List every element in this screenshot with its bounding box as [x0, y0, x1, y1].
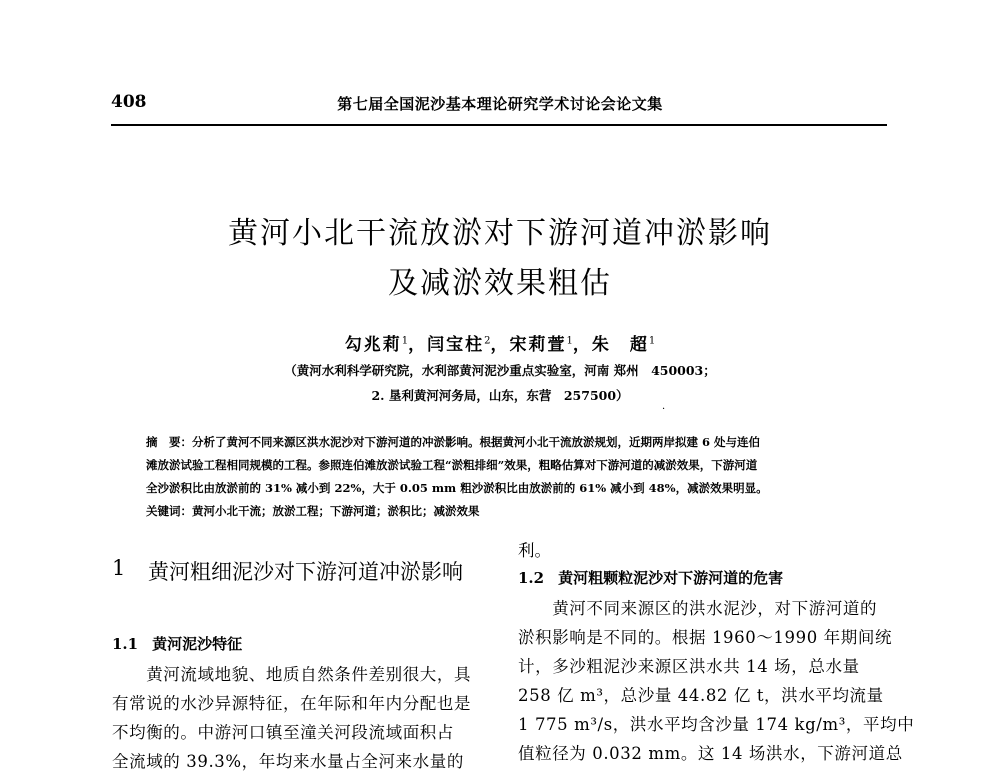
body-line: 值粒径为 0.032 mm。这 14 场洪水，下游河道总: [518, 744, 903, 763]
body-line: 黄河流域地貌、地质自然条件差别很大，具: [112, 665, 472, 684]
running-header: 第七届全国泥沙基本理论研究学术讨论会论文集: [337, 95, 663, 113]
body-line: 1 775 m³/s，洪水平均含沙量 174 kg/m³，平均中: [518, 715, 915, 734]
author-name: 朱 超: [591, 335, 649, 355]
author-name: 闫宝柱: [427, 335, 485, 355]
author-affil-mark: 1: [648, 335, 656, 347]
paper-title-line-2: 及减淤效果粗估: [388, 266, 612, 301]
author-affil-mark: 1: [566, 335, 573, 347]
abstract-line: 滩放淤试验工程相同规模的工程。参照连伯滩放淤试验工程“淤粗排细”效果，粗略估算对下游河道的减淤效果，下游河道: [146, 458, 758, 472]
abstract-line: [146, 431, 856, 454]
stray-dot: ·: [662, 404, 666, 415]
body-line: 全流域的 39.3%，年均来水量占全河来水量的: [112, 752, 464, 771]
abstract-line: 全沙淤积比由放淤前的 31% 减小到 22%，大于 0.05 mm 粗沙淤积比由放淤前的 61% 减小到 48%，减淤效果明显。: [146, 481, 768, 495]
header-rule: [111, 124, 887, 126]
affiliation-line-1: （黄河水利科学研究院，水利部黄河泥沙重点实验室，河南 郑州 450003；: [284, 363, 716, 378]
subsection-number: 1.2: [518, 569, 545, 587]
section-title: 黄河粗细泥沙对下游河道冲淤影响: [148, 560, 463, 584]
abstract-text: 分析了黄河不同来源区洪水泥沙对下游河道的冲淤影响。根据黄河小北干流放淤规划，近期两岸拟建 6 处与连伯: [192, 435, 761, 449]
keywords-line: [146, 500, 856, 523]
affiliation-line-2: 2. 垦利黄河河务局，山东，东营 257500）: [371, 388, 629, 403]
subsection-heading: [112, 633, 242, 654]
page-number: 408: [111, 92, 147, 112]
author-name: 勾兆莉: [344, 335, 402, 355]
author-name: 宋莉萱: [509, 335, 567, 355]
abstract-block: [146, 431, 856, 523]
body-line: 有常说的水沙异源特征，在年际和年内分配也是: [112, 694, 472, 713]
subsection-title: 黄河泥沙特征: [152, 635, 243, 653]
right-column-body: [518, 594, 915, 768]
subsection-title: 黄河粗颗粒泥沙对下游河道的危害: [558, 569, 784, 587]
author-affil-mark: 1: [401, 335, 409, 347]
body-line: 258 亿 m³，总沙量 44.82 亿 t，洪水平均流量: [518, 686, 884, 705]
keywords-label: 关键词：: [146, 504, 192, 518]
paper-title-line-1: 黄河小北干流放淤对下游河道冲淤影响: [228, 216, 772, 251]
author-list: 勾兆莉$^1$，闫宝柱$^2$，宋莉萱$^1$，朱 超$^1$: [344, 335, 656, 355]
left-column-body: [112, 660, 486, 776]
author-affil-mark: 2: [484, 335, 491, 347]
keywords-text: 黄河小北干流；放淤工程；下游河道；淤积比；减淤效果: [192, 504, 480, 518]
body-line: 计，多沙粗泥沙来源区洪水共 14 场，总水量: [518, 657, 860, 676]
body-line: 黄河不同来源区的洪水泥沙，对下游河道的: [518, 599, 878, 618]
carryover-text: 利。: [518, 541, 551, 560]
subsection-number: 1.1: [112, 635, 139, 653]
body-line: 淤积影响是不同的。根据 1960～1990 年期间统: [518, 628, 893, 647]
section-number: 1: [112, 556, 126, 580]
abstract-label: 摘 要：: [146, 435, 192, 449]
body-line: 不均衡的。中游河口镇至潼关河段流域面积占: [112, 723, 454, 742]
subsection-heading: [518, 567, 783, 588]
